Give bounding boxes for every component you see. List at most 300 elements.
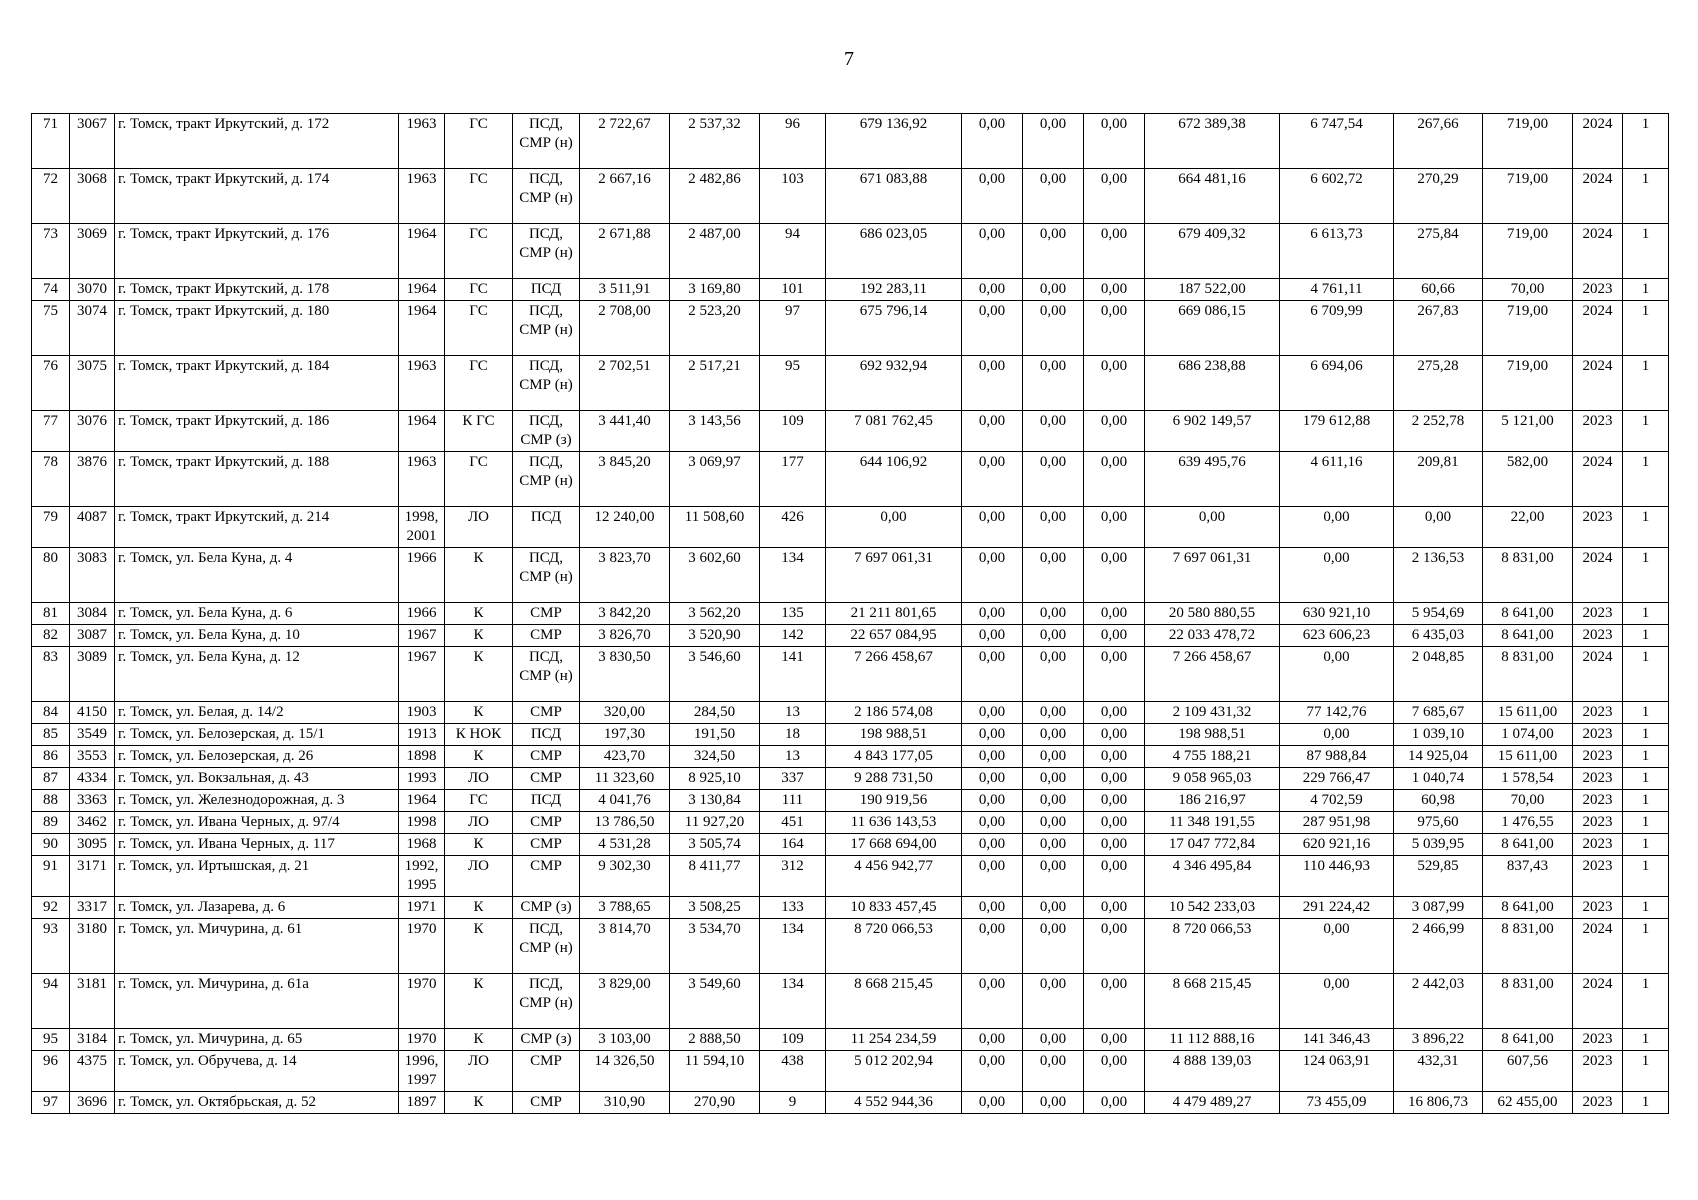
fund-cost-cell: 2 109 431,32 — [1145, 702, 1280, 724]
table-row — [32, 856, 1669, 897]
total-area-cell: 9 302,30 — [580, 856, 670, 897]
cost-col-2-cell: 0,00 — [1023, 1029, 1084, 1051]
address-cell: г. Томск, тракт Иркутский, д. 186 — [115, 411, 399, 452]
year-built-cell: 1971 — [399, 897, 445, 919]
cost-col-2-cell: 0,00 — [1023, 548, 1084, 603]
house-id-cell: 3184 — [70, 1029, 115, 1051]
house-id-cell: 3181 — [70, 974, 115, 1029]
cost-col-3-cell: 0,00 — [1084, 647, 1145, 702]
wall-material-cell: ЛО — [445, 1051, 513, 1092]
house-id-cell: 3180 — [70, 919, 115, 974]
living-area-cell: 3 602,60 — [670, 548, 760, 603]
fund-cost-cell: 4 346 495,84 — [1145, 856, 1280, 897]
total-area-cell: 310,90 — [580, 1092, 670, 1114]
work-type-cell: СМР (з) — [513, 897, 580, 919]
address-cell: г. Томск, ул. Мичурина, д. 61 — [115, 919, 399, 974]
table-row — [32, 356, 1669, 411]
owner-cost-cell: 4 761,11 — [1280, 279, 1394, 301]
wall-material-cell: ГС — [445, 452, 513, 507]
address-cell: г. Томск, тракт Иркутский, д. 188 — [115, 452, 399, 507]
cost-per-m2-cell: 267,83 — [1394, 301, 1483, 356]
total-area-cell: 3 103,00 — [580, 1029, 670, 1051]
total-area-cell: 2 671,88 — [580, 224, 670, 279]
total-area-cell: 3 788,65 — [580, 897, 670, 919]
year-built-cell: 1992, 1995 — [399, 856, 445, 897]
fund-cost-cell: 186 216,97 — [1145, 790, 1280, 812]
table-row — [32, 647, 1669, 702]
residents-cell: 426 — [760, 507, 826, 548]
cost-col-1-cell: 0,00 — [962, 647, 1023, 702]
living-area-cell: 270,90 — [670, 1092, 760, 1114]
cost-col-3-cell: 0,00 — [1084, 724, 1145, 746]
address-cell: г. Томск, тракт Иркутский, д. 172 — [115, 114, 399, 169]
cost-col-1-cell: 0,00 — [962, 812, 1023, 834]
wall-material-cell: К — [445, 625, 513, 647]
work-type-cell: СМР (з) — [513, 1029, 580, 1051]
table-row — [32, 1029, 1669, 1051]
cost-col-3-cell: 0,00 — [1084, 919, 1145, 974]
living-area-cell: 3 069,97 — [670, 452, 760, 507]
cost-col-1-cell: 0,00 — [962, 974, 1023, 1029]
total-cost-cell: 8 720 066,53 — [826, 919, 962, 974]
total-area-cell: 13 786,50 — [580, 812, 670, 834]
limit-per-m2-cell: 607,56 — [1483, 1051, 1573, 1092]
owner-cost-cell: 287 951,98 — [1280, 812, 1394, 834]
limit-per-m2-cell: 22,00 — [1483, 507, 1573, 548]
year-built-cell: 1903 — [399, 702, 445, 724]
work-type-cell: ПСД — [513, 790, 580, 812]
cost-col-2-cell: 0,00 — [1023, 724, 1084, 746]
year-built-cell: 1970 — [399, 974, 445, 1029]
total-area-cell: 3 845,20 — [580, 452, 670, 507]
total-cost-cell: 22 657 084,95 — [826, 625, 962, 647]
house-id-cell: 3075 — [70, 356, 115, 411]
table-row — [32, 974, 1669, 1029]
living-area-cell: 3 505,74 — [670, 834, 760, 856]
residents-cell: 312 — [760, 856, 826, 897]
year-built-cell: 1966 — [399, 548, 445, 603]
cost-per-m2-cell: 267,66 — [1394, 114, 1483, 169]
house-id-cell: 3462 — [70, 812, 115, 834]
living-area-cell: 11 508,60 — [670, 507, 760, 548]
year-planned-cell: 2024 — [1573, 919, 1623, 974]
residents-cell: 18 — [760, 724, 826, 746]
fund-cost-cell: 664 481,16 — [1145, 169, 1280, 224]
year-planned-cell: 2023 — [1573, 812, 1623, 834]
house-id-cell: 3696 — [70, 1092, 115, 1114]
limit-per-m2-cell: 70,00 — [1483, 279, 1573, 301]
table-row — [32, 1092, 1669, 1114]
owner-cost-cell: 6 613,73 — [1280, 224, 1394, 279]
residents-cell: 451 — [760, 812, 826, 834]
cost-col-2-cell: 0,00 — [1023, 279, 1084, 301]
owner-cost-cell: 73 455,09 — [1280, 1092, 1394, 1114]
fund-cost-cell: 0,00 — [1145, 507, 1280, 548]
limit-per-m2-cell: 5 121,00 — [1483, 411, 1573, 452]
house-id-cell: 3087 — [70, 625, 115, 647]
address-cell: г. Томск, ул. Ивана Черных, д. 97/4 — [115, 812, 399, 834]
cost-col-1-cell: 0,00 — [962, 548, 1023, 603]
total-cost-cell: 10 833 457,45 — [826, 897, 962, 919]
limit-per-m2-cell: 719,00 — [1483, 169, 1573, 224]
total-area-cell: 2 667,16 — [580, 169, 670, 224]
cost-col-3-cell: 0,00 — [1084, 897, 1145, 919]
stage-cell: 1 — [1623, 897, 1669, 919]
owner-cost-cell: 110 446,93 — [1280, 856, 1394, 897]
address-cell: г. Томск, ул. Бела Куна, д. 6 — [115, 603, 399, 625]
table-row — [32, 790, 1669, 812]
cost-col-3-cell: 0,00 — [1084, 1092, 1145, 1114]
row-number-cell: 96 — [32, 1051, 70, 1092]
cost-per-m2-cell: 1 040,74 — [1394, 768, 1483, 790]
total-area-cell: 197,30 — [580, 724, 670, 746]
cost-col-1-cell: 0,00 — [962, 746, 1023, 768]
cost-col-3-cell: 0,00 — [1084, 114, 1145, 169]
work-type-cell: СМР — [513, 625, 580, 647]
house-id-cell: 3070 — [70, 279, 115, 301]
year-built-cell: 1963 — [399, 169, 445, 224]
wall-material-cell: ГС — [445, 114, 513, 169]
stage-cell: 1 — [1623, 1092, 1669, 1114]
cost-col-2-cell: 0,00 — [1023, 746, 1084, 768]
wall-material-cell: ГС — [445, 279, 513, 301]
limit-per-m2-cell: 8 641,00 — [1483, 603, 1573, 625]
address-cell: г. Томск, ул. Иртышская, д. 21 — [115, 856, 399, 897]
housing-repair-table — [31, 113, 1669, 1114]
table-row — [32, 1051, 1669, 1092]
residents-cell: 133 — [760, 897, 826, 919]
table-body — [32, 114, 1669, 1114]
cost-col-1-cell: 0,00 — [962, 356, 1023, 411]
house-id-cell: 3084 — [70, 603, 115, 625]
fund-cost-cell: 669 086,15 — [1145, 301, 1280, 356]
cost-per-m2-cell: 275,28 — [1394, 356, 1483, 411]
fund-cost-cell: 11 112 888,16 — [1145, 1029, 1280, 1051]
table-row — [32, 452, 1669, 507]
wall-material-cell: К — [445, 1092, 513, 1114]
cost-col-1-cell: 0,00 — [962, 897, 1023, 919]
wall-material-cell: ГС — [445, 169, 513, 224]
stage-cell: 1 — [1623, 812, 1669, 834]
year-built-cell: 1966 — [399, 603, 445, 625]
year-built-cell: 1897 — [399, 1092, 445, 1114]
living-area-cell: 2 487,00 — [670, 224, 760, 279]
wall-material-cell: К — [445, 1029, 513, 1051]
stage-cell: 1 — [1623, 768, 1669, 790]
limit-per-m2-cell: 837,43 — [1483, 856, 1573, 897]
residents-cell: 97 — [760, 301, 826, 356]
living-area-cell: 284,50 — [670, 702, 760, 724]
total-cost-cell: 192 283,11 — [826, 279, 962, 301]
stage-cell: 1 — [1623, 452, 1669, 507]
address-cell: г. Томск, ул. Белая, д. 14/2 — [115, 702, 399, 724]
house-id-cell: 3171 — [70, 856, 115, 897]
wall-material-cell: К — [445, 603, 513, 625]
owner-cost-cell: 0,00 — [1280, 548, 1394, 603]
limit-per-m2-cell: 582,00 — [1483, 452, 1573, 507]
cost-col-2-cell: 0,00 — [1023, 974, 1084, 1029]
year-built-cell: 1964 — [399, 411, 445, 452]
row-number-cell: 76 — [32, 356, 70, 411]
table-row — [32, 411, 1669, 452]
year-planned-cell: 2023 — [1573, 834, 1623, 856]
residents-cell: 101 — [760, 279, 826, 301]
table-row — [32, 812, 1669, 834]
house-id-cell: 3549 — [70, 724, 115, 746]
total-cost-cell: 0,00 — [826, 507, 962, 548]
cost-col-2-cell: 0,00 — [1023, 301, 1084, 356]
address-cell: г. Томск, тракт Иркутский, д. 184 — [115, 356, 399, 411]
house-id-cell: 3076 — [70, 411, 115, 452]
fund-cost-cell: 22 033 478,72 — [1145, 625, 1280, 647]
owner-cost-cell: 6 694,06 — [1280, 356, 1394, 411]
living-area-cell: 3 520,90 — [670, 625, 760, 647]
cost-col-2-cell: 0,00 — [1023, 834, 1084, 856]
limit-per-m2-cell: 719,00 — [1483, 224, 1573, 279]
living-area-cell: 11 927,20 — [670, 812, 760, 834]
cost-per-m2-cell: 975,60 — [1394, 812, 1483, 834]
owner-cost-cell: 0,00 — [1280, 507, 1394, 548]
wall-material-cell: К — [445, 897, 513, 919]
table-row — [32, 897, 1669, 919]
total-cost-cell: 2 186 574,08 — [826, 702, 962, 724]
limit-per-m2-cell: 70,00 — [1483, 790, 1573, 812]
year-built-cell: 1963 — [399, 114, 445, 169]
stage-cell: 1 — [1623, 279, 1669, 301]
house-id-cell: 3074 — [70, 301, 115, 356]
cost-col-1-cell: 0,00 — [962, 834, 1023, 856]
living-area-cell: 3 546,60 — [670, 647, 760, 702]
cost-col-3-cell: 0,00 — [1084, 279, 1145, 301]
total-area-cell: 4 531,28 — [580, 834, 670, 856]
work-type-cell: ПСД, СМР (н) — [513, 224, 580, 279]
cost-per-m2-cell: 16 806,73 — [1394, 1092, 1483, 1114]
residents-cell: 103 — [760, 169, 826, 224]
year-planned-cell: 2023 — [1573, 1051, 1623, 1092]
house-id-cell: 4334 — [70, 768, 115, 790]
wall-material-cell: К ГС — [445, 411, 513, 452]
stage-cell: 1 — [1623, 647, 1669, 702]
living-area-cell: 2 517,21 — [670, 356, 760, 411]
work-type-cell: ПСД — [513, 279, 580, 301]
cost-per-m2-cell: 2 048,85 — [1394, 647, 1483, 702]
year-planned-cell: 2023 — [1573, 746, 1623, 768]
address-cell: г. Томск, ул. Белозерская, д. 26 — [115, 746, 399, 768]
total-area-cell: 423,70 — [580, 746, 670, 768]
house-id-cell: 4375 — [70, 1051, 115, 1092]
fund-cost-cell: 7 266 458,67 — [1145, 647, 1280, 702]
fund-cost-cell: 20 580 880,55 — [1145, 603, 1280, 625]
cost-col-2-cell: 0,00 — [1023, 169, 1084, 224]
row-number-cell: 85 — [32, 724, 70, 746]
owner-cost-cell: 630 921,10 — [1280, 603, 1394, 625]
limit-per-m2-cell: 8 641,00 — [1483, 1029, 1573, 1051]
house-id-cell: 3069 — [70, 224, 115, 279]
cost-col-3-cell: 0,00 — [1084, 301, 1145, 356]
fund-cost-cell: 672 389,38 — [1145, 114, 1280, 169]
cost-col-2-cell: 0,00 — [1023, 603, 1084, 625]
living-area-cell: 8 925,10 — [670, 768, 760, 790]
table-row — [32, 768, 1669, 790]
owner-cost-cell: 6 709,99 — [1280, 301, 1394, 356]
total-cost-cell: 7 081 762,45 — [826, 411, 962, 452]
residents-cell: 177 — [760, 452, 826, 507]
year-built-cell: 1993 — [399, 768, 445, 790]
cost-col-3-cell: 0,00 — [1084, 974, 1145, 1029]
table-row — [32, 301, 1669, 356]
residents-cell: 94 — [760, 224, 826, 279]
year-built-cell: 1913 — [399, 724, 445, 746]
year-planned-cell: 2023 — [1573, 856, 1623, 897]
cost-col-1-cell: 0,00 — [962, 856, 1023, 897]
year-built-cell: 1964 — [399, 224, 445, 279]
cost-col-1-cell: 0,00 — [962, 768, 1023, 790]
owner-cost-cell: 0,00 — [1280, 919, 1394, 974]
fund-cost-cell: 4 755 188,21 — [1145, 746, 1280, 768]
total-area-cell: 3 829,00 — [580, 974, 670, 1029]
owner-cost-cell: 0,00 — [1280, 974, 1394, 1029]
cost-col-2-cell: 0,00 — [1023, 224, 1084, 279]
table-row — [32, 548, 1669, 603]
cost-col-1-cell: 0,00 — [962, 919, 1023, 974]
living-area-cell: 3 169,80 — [670, 279, 760, 301]
owner-cost-cell: 291 224,42 — [1280, 897, 1394, 919]
living-area-cell: 3 534,70 — [670, 919, 760, 974]
wall-material-cell: ГС — [445, 301, 513, 356]
row-number-cell: 72 — [32, 169, 70, 224]
residents-cell: 95 — [760, 356, 826, 411]
year-built-cell: 1970 — [399, 919, 445, 974]
residents-cell: 142 — [760, 625, 826, 647]
cost-col-2-cell: 0,00 — [1023, 919, 1084, 974]
work-type-cell: ПСД, СМР (н) — [513, 169, 580, 224]
limit-per-m2-cell: 62 455,00 — [1483, 1092, 1573, 1114]
cost-per-m2-cell: 14 925,04 — [1394, 746, 1483, 768]
living-area-cell: 3 130,84 — [670, 790, 760, 812]
year-planned-cell: 2023 — [1573, 279, 1623, 301]
year-built-cell: 1967 — [399, 647, 445, 702]
house-id-cell: 3553 — [70, 746, 115, 768]
wall-material-cell: К — [445, 834, 513, 856]
year-built-cell: 1963 — [399, 356, 445, 411]
fund-cost-cell: 187 522,00 — [1145, 279, 1280, 301]
residents-cell: 134 — [760, 974, 826, 1029]
fund-cost-cell: 4 479 489,27 — [1145, 1092, 1280, 1114]
cost-col-2-cell: 0,00 — [1023, 856, 1084, 897]
work-type-cell: СМР — [513, 1051, 580, 1092]
table-row — [32, 279, 1669, 301]
house-id-cell: 3083 — [70, 548, 115, 603]
stage-cell: 1 — [1623, 834, 1669, 856]
row-number-cell: 92 — [32, 897, 70, 919]
address-cell: г. Томск, ул. Мичурина, д. 61а — [115, 974, 399, 1029]
wall-material-cell: ГС — [445, 790, 513, 812]
address-cell: г. Томск, ул. Ивана Черных, д. 117 — [115, 834, 399, 856]
cost-per-m2-cell: 7 685,67 — [1394, 702, 1483, 724]
living-area-cell: 3 549,60 — [670, 974, 760, 1029]
address-cell: г. Томск, тракт Иркутский, д. 174 — [115, 169, 399, 224]
table-row — [32, 603, 1669, 625]
house-id-cell: 3876 — [70, 452, 115, 507]
work-type-cell: ПСД, СМР (з) — [513, 411, 580, 452]
total-cost-cell: 11 636 143,53 — [826, 812, 962, 834]
limit-per-m2-cell: 719,00 — [1483, 114, 1573, 169]
cost-col-2-cell: 0,00 — [1023, 702, 1084, 724]
wall-material-cell: К — [445, 702, 513, 724]
total-cost-cell: 7 697 061,31 — [826, 548, 962, 603]
year-planned-cell: 2024 — [1573, 169, 1623, 224]
address-cell: г. Томск, тракт Иркутский, д. 178 — [115, 279, 399, 301]
fund-cost-cell: 686 238,88 — [1145, 356, 1280, 411]
cost-col-1-cell: 0,00 — [962, 702, 1023, 724]
row-number-cell: 71 — [32, 114, 70, 169]
house-id-cell: 3095 — [70, 834, 115, 856]
cost-col-3-cell: 0,00 — [1084, 411, 1145, 452]
work-type-cell: СМР — [513, 746, 580, 768]
total-cost-cell: 679 136,92 — [826, 114, 962, 169]
total-area-cell: 3 842,20 — [580, 603, 670, 625]
house-id-cell: 3317 — [70, 897, 115, 919]
residents-cell: 134 — [760, 919, 826, 974]
total-cost-cell: 9 288 731,50 — [826, 768, 962, 790]
total-cost-cell: 671 083,88 — [826, 169, 962, 224]
fund-cost-cell: 9 058 965,03 — [1145, 768, 1280, 790]
cost-col-2-cell: 0,00 — [1023, 1092, 1084, 1114]
stage-cell: 1 — [1623, 724, 1669, 746]
work-type-cell: СМР — [513, 702, 580, 724]
total-area-cell: 3 826,70 — [580, 625, 670, 647]
cost-per-m2-cell: 60,66 — [1394, 279, 1483, 301]
living-area-cell: 2 537,32 — [670, 114, 760, 169]
cost-col-2-cell: 0,00 — [1023, 768, 1084, 790]
cost-per-m2-cell: 6 435,03 — [1394, 625, 1483, 647]
row-number-cell: 82 — [32, 625, 70, 647]
cost-per-m2-cell: 2 466,99 — [1394, 919, 1483, 974]
cost-per-m2-cell: 0,00 — [1394, 507, 1483, 548]
address-cell: г. Томск, ул. Октябрьская, д. 52 — [115, 1092, 399, 1114]
cost-col-1-cell: 0,00 — [962, 603, 1023, 625]
address-cell: г. Томск, ул. Обручева, д. 14 — [115, 1051, 399, 1092]
address-cell: г. Томск, тракт Иркутский, д. 180 — [115, 301, 399, 356]
cost-col-3-cell: 0,00 — [1084, 224, 1145, 279]
address-cell: г. Томск, ул. Бела Куна, д. 4 — [115, 548, 399, 603]
fund-cost-cell: 8 720 066,53 — [1145, 919, 1280, 974]
year-planned-cell: 2023 — [1573, 603, 1623, 625]
total-area-cell: 2 708,00 — [580, 301, 670, 356]
cost-col-1-cell: 0,00 — [962, 507, 1023, 548]
year-planned-cell: 2023 — [1573, 790, 1623, 812]
cost-col-2-cell: 0,00 — [1023, 625, 1084, 647]
work-type-cell: ПСД, СМР (н) — [513, 114, 580, 169]
year-planned-cell: 2024 — [1573, 356, 1623, 411]
cost-per-m2-cell: 3 896,22 — [1394, 1029, 1483, 1051]
cost-col-1-cell: 0,00 — [962, 169, 1023, 224]
residents-cell: 9 — [760, 1092, 826, 1114]
table-row — [32, 507, 1669, 548]
table-row — [32, 114, 1669, 169]
residents-cell: 164 — [760, 834, 826, 856]
cost-col-3-cell: 0,00 — [1084, 356, 1145, 411]
fund-cost-cell: 8 668 215,45 — [1145, 974, 1280, 1029]
living-area-cell: 324,50 — [670, 746, 760, 768]
table-row — [32, 169, 1669, 224]
house-id-cell: 3068 — [70, 169, 115, 224]
wall-material-cell: ЛО — [445, 768, 513, 790]
living-area-cell: 2 482,86 — [670, 169, 760, 224]
row-number-cell: 77 — [32, 411, 70, 452]
cost-col-3-cell: 0,00 — [1084, 452, 1145, 507]
row-number-cell: 89 — [32, 812, 70, 834]
